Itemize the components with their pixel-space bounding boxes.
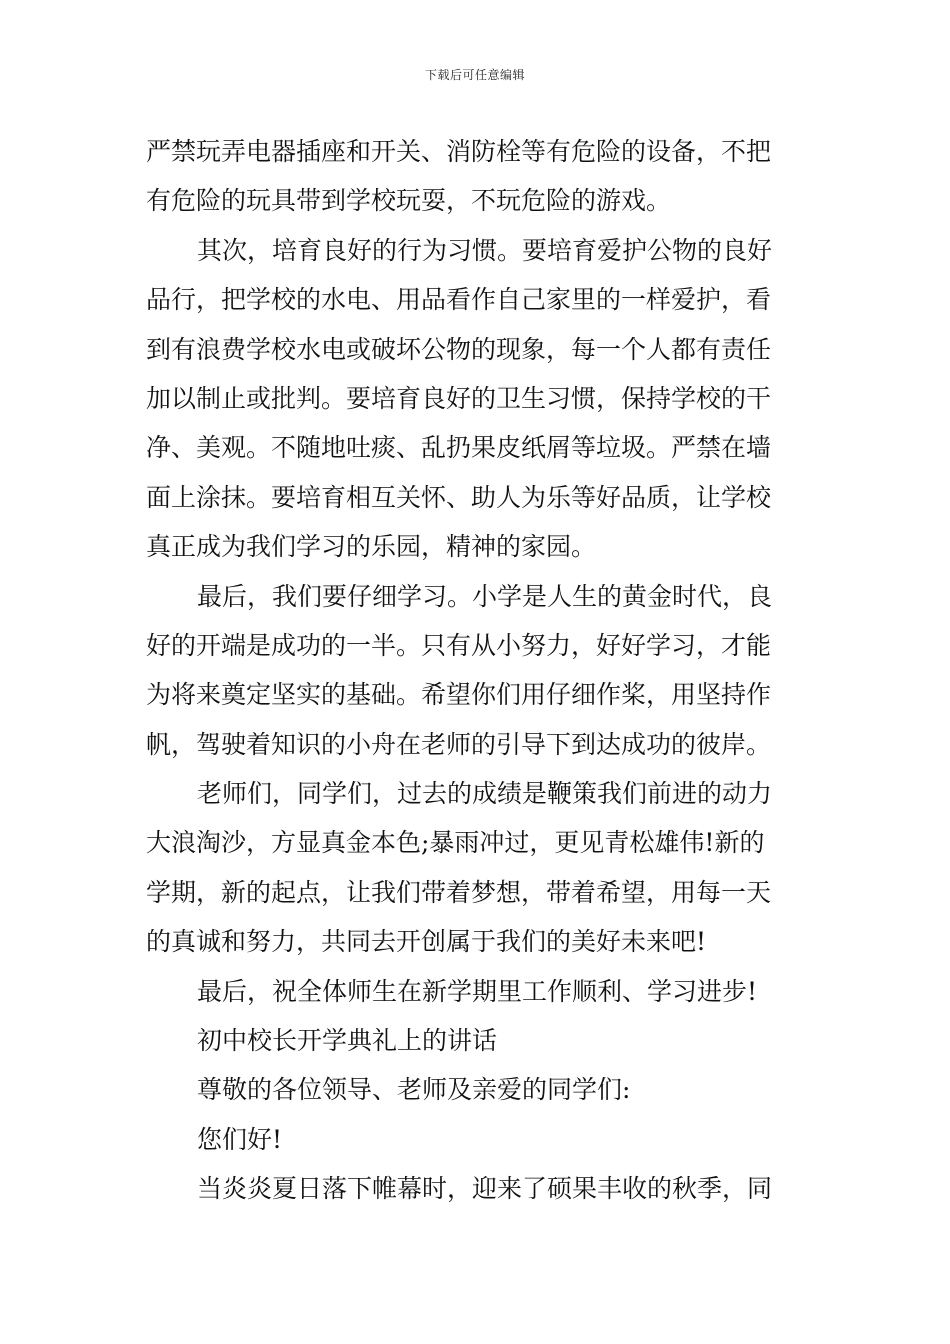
text-line: 帆，驾驶着知识的小舟在老师的引导下到达成功的彼岸。 — [146, 729, 772, 759]
text-line: 最后，祝全体师生在新学期里工作顺利、学习进步! — [197, 976, 758, 1006]
text-line: 好的开端是成功的一半。只有从小努力，好好学习，才能 — [146, 630, 772, 660]
text-line: 学期，新的起点，让我们带着梦想，带着希望，用每一天 — [146, 877, 772, 907]
text-line: 加以制止或批判。要培育良好的卫生习惯，保持学校的干 — [146, 383, 772, 413]
text-line: 尊敬的各位领导、老师及亲爱的同学们: — [197, 1075, 631, 1105]
text-line: 大浪淘沙，方显真金本色;暴雨冲过，更见青松雄伟!新的 — [146, 828, 765, 858]
document-body — [146, 127, 806, 1214]
text-line: 老师们，同学们，过去的成绩是鞭策我们前进的动力 — [197, 779, 773, 809]
text-line: 净、美观。不随地吐痰、乱扔果皮纸屑等垃圾。严禁在墙 — [146, 433, 772, 463]
text-line: 品行，把学校的水电、用品看作自己家里的一样爱护，看 — [146, 285, 772, 315]
text-line: 最后，我们要仔细学习。小学是人生的黄金时代，良 — [197, 581, 773, 611]
text-line: 有危险的玩具带到学校玩耍，不玩危险的游戏。 — [146, 186, 672, 216]
text-line: 其次，培育良好的行为习惯。要培育爱护公物的良好 — [197, 235, 773, 265]
text-line: 严禁玩弄电器插座和开关、消防栓等有危险的设备，不把 — [146, 137, 772, 166]
text-line: 初中校长开学典礼上的讲话 — [197, 1026, 498, 1056]
text-line: 的真诚和努力，共同去开创属于我们的美好未来吧! — [146, 927, 707, 957]
text-line: 您们好! — [197, 1124, 283, 1154]
text-line: 到有浪费学校水电或破坏公物的现象，每一个人都有责任 — [146, 334, 772, 364]
text-line: 为将来奠定坚实的基础。希望你们用仔细作桨，用坚持作 — [146, 680, 772, 710]
text-line: 真正成为我们学习的乐园，精神的家园。 — [146, 532, 597, 562]
page-header: 下载后可任意编辑 — [424, 68, 525, 82]
text-line: 当炎炎夏日落下帷幕时，迎来了硕果丰收的秋季，同 — [197, 1174, 773, 1204]
text-line: 面上涂抹。要培育相互关怀、助人为乐等好品质，让学校 — [146, 482, 772, 512]
